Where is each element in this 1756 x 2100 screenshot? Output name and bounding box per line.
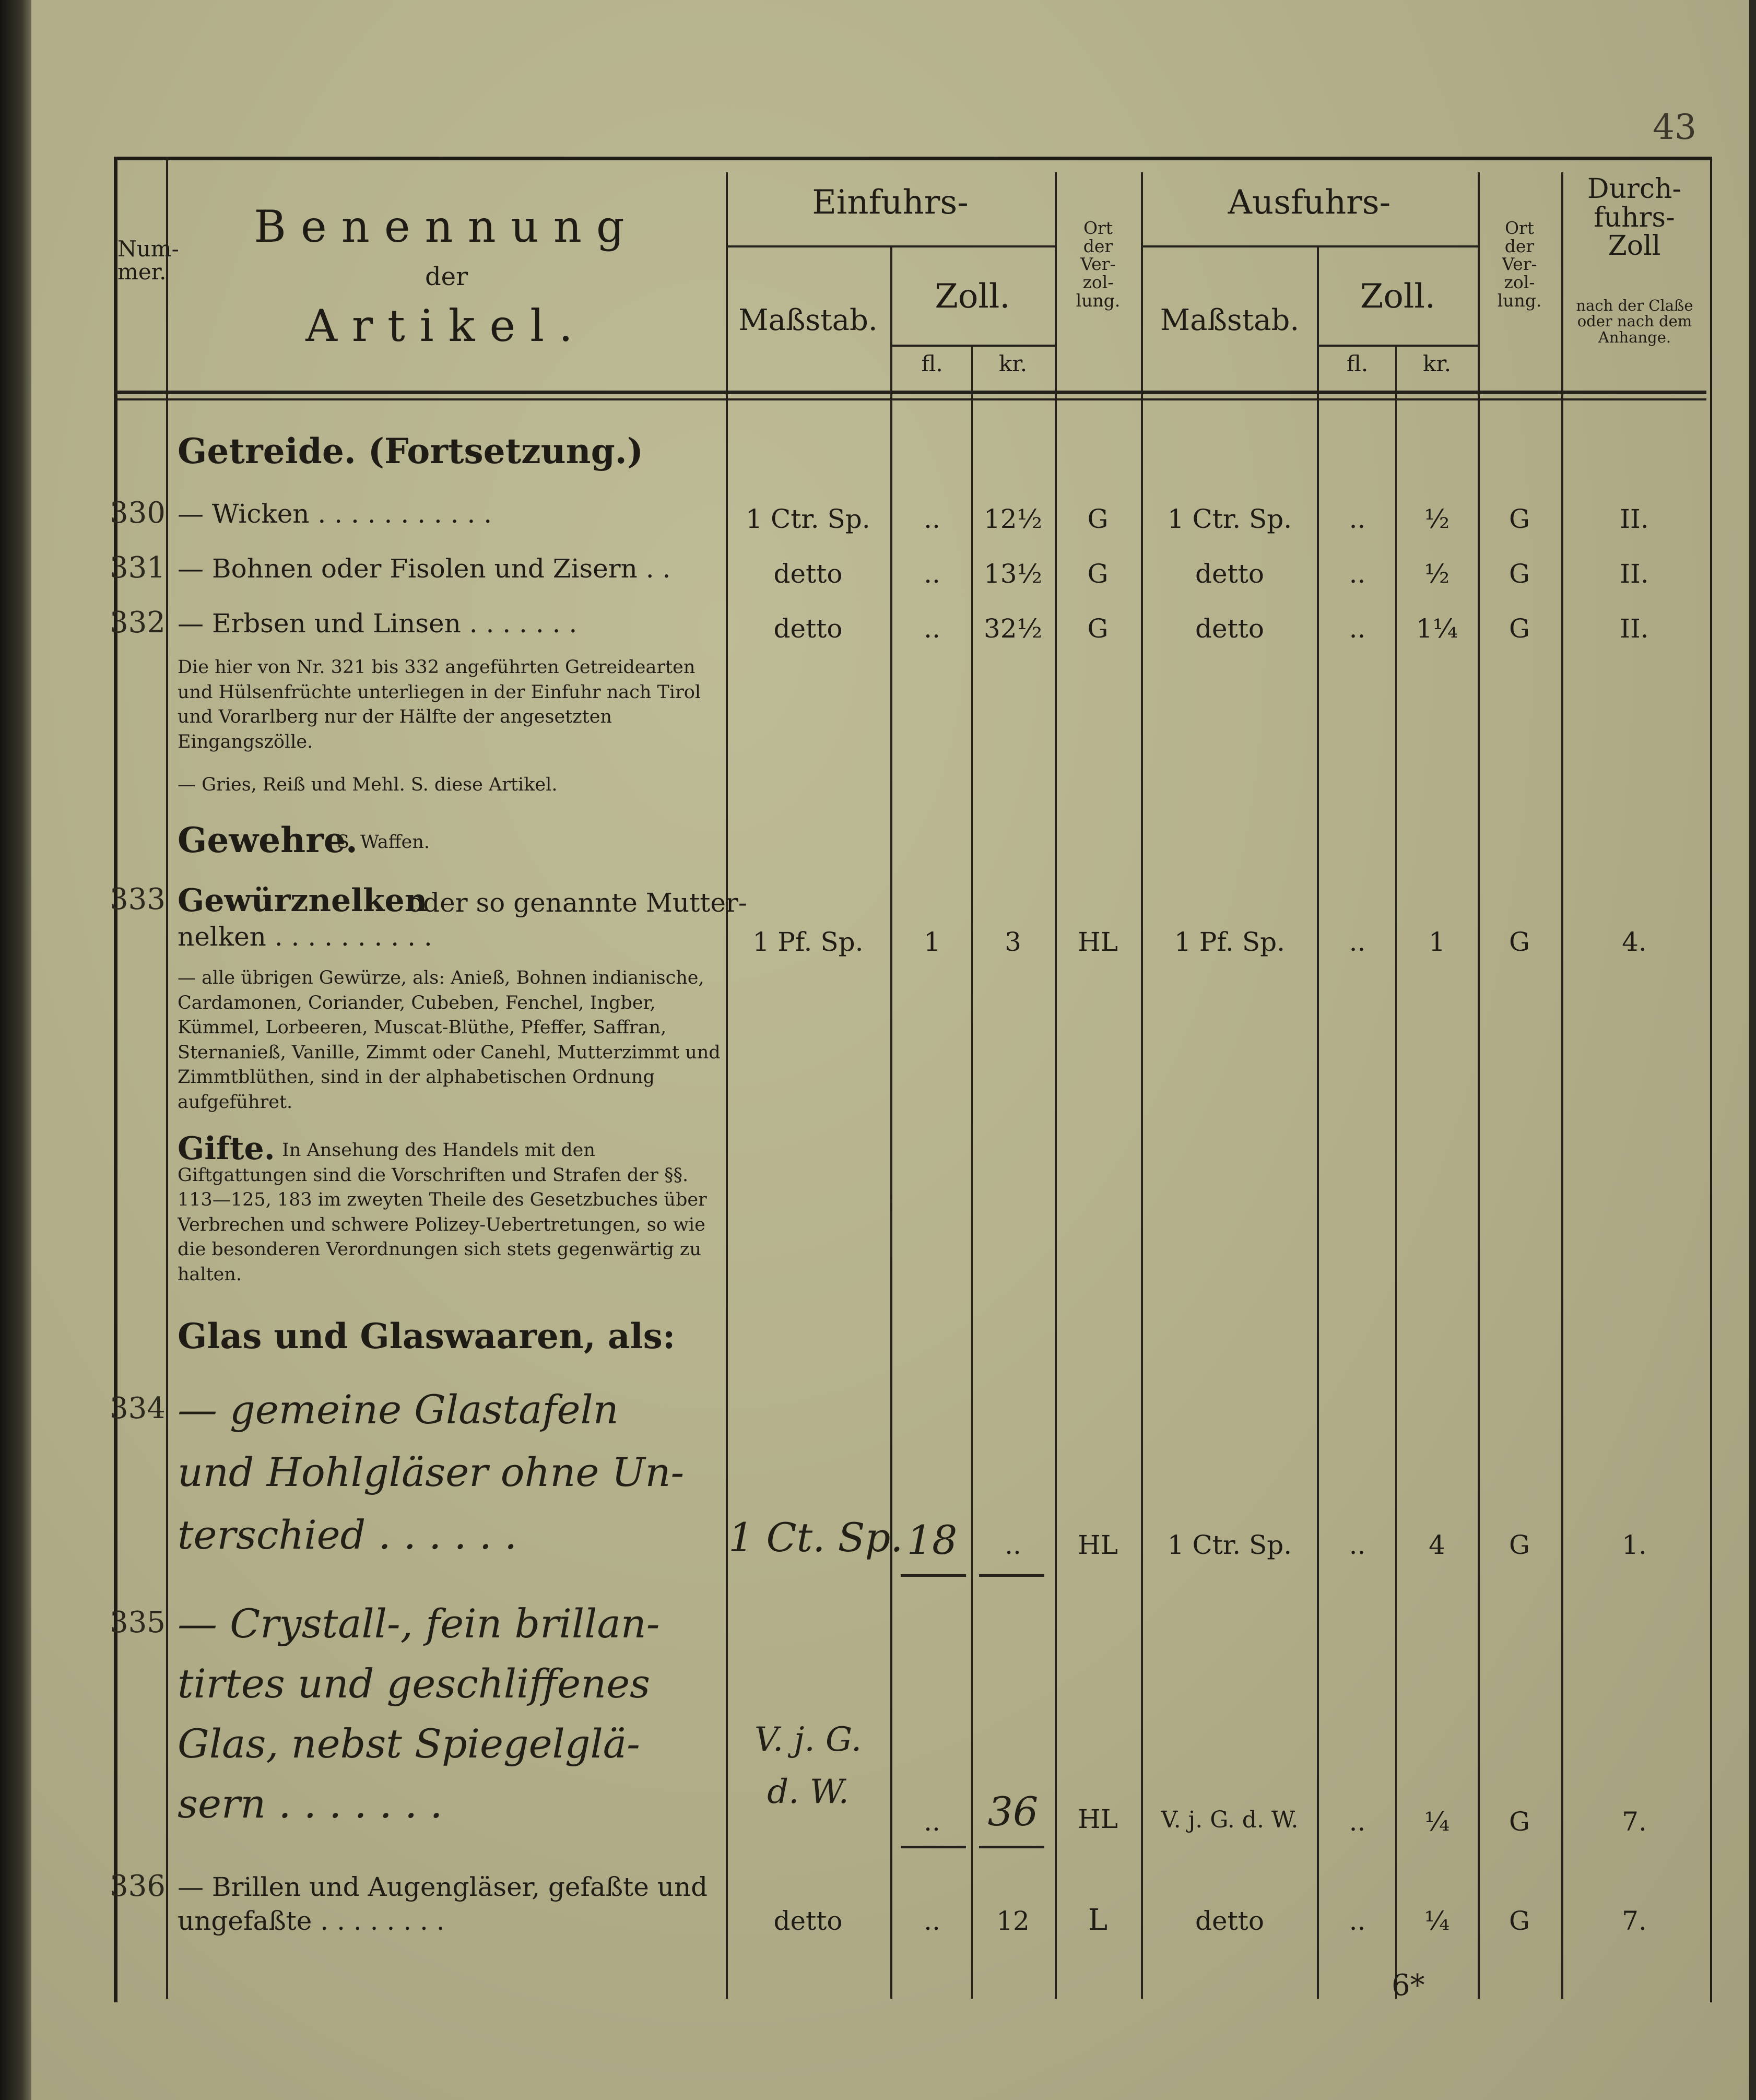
- row-333-a-mass: 1 Pf. Sp.: [1174, 927, 1285, 957]
- header-einfuhr-kr: kr.: [998, 351, 1028, 376]
- row-335-e-mass-2: d. W.: [767, 1773, 849, 1811]
- col-line: [1141, 172, 1143, 1999]
- row-336-name-2: ungefaßte . . . . . . . .: [178, 1906, 445, 1936]
- row-334-a-kr: 4: [1429, 1530, 1445, 1560]
- row-336-name: — Brillen und Augengläser, gefaßte und: [178, 1872, 708, 1902]
- row-334-hand-line3: terschied . . . . . .: [178, 1512, 517, 1558]
- col-line: [1055, 172, 1057, 1999]
- header-der: der: [425, 262, 468, 291]
- row-333-a-ort: G: [1509, 927, 1530, 957]
- gewuerznelken-line2: nelken . . . . . . . . . .: [178, 922, 432, 952]
- row-334-hand-line2: und Hohlgläser ohne Un-: [178, 1449, 685, 1495]
- row-335-e-fl: ..: [924, 1807, 940, 1837]
- row-330-a-kr: ½: [1424, 504, 1450, 534]
- row-332-durch: II.: [1620, 614, 1649, 644]
- header-ausfuhr-kr: kr.: [1422, 351, 1452, 376]
- row-332-a-mass: detto: [1195, 614, 1264, 644]
- row-335-a-fl: ..: [1349, 1807, 1366, 1837]
- col-line: [726, 172, 728, 1999]
- row-335-hand-line1: — Crystall-, fein brillan-: [178, 1600, 660, 1647]
- header-ausfuhr-zoll: Zoll.: [1360, 277, 1436, 316]
- header-ausfuhr-fl: fl.: [1346, 351, 1369, 376]
- row-332-e-mass: detto: [773, 614, 843, 644]
- underline: [901, 1574, 966, 1577]
- header-line: [890, 345, 1055, 347]
- header-ausfuhrs: Ausfuhrs-: [1228, 183, 1391, 222]
- row-335-durch: 7.: [1622, 1807, 1647, 1837]
- row-335-a-mass: V. j. G. d. W.: [1161, 1807, 1299, 1833]
- row-336-a-kr: ¼: [1424, 1906, 1450, 1936]
- row-335-a-ort: G: [1509, 1807, 1530, 1837]
- gries-reference: — Gries, Reiß und Mehl. S. diese Artikel.: [178, 774, 558, 795]
- row-334-e-mass: 1 Ct. Sp.: [728, 1514, 903, 1561]
- row-333-e-ort: HL: [1078, 927, 1118, 957]
- row-332-e-kr: 32½: [983, 614, 1043, 644]
- row-331-e-kr: 13½: [983, 559, 1043, 589]
- row-332-a-ort: G: [1509, 614, 1530, 644]
- section-gifte: Gifte.: [178, 1130, 275, 1167]
- section-getreide: Getreide. (Fortsetzung.): [178, 431, 643, 471]
- ledger-page: [31, 0, 1749, 2100]
- header-durchfuhrs: Durch- fuhrs- Zoll: [1587, 173, 1682, 262]
- gewuerze-note: — alle übrigen Gewürze, als: Anieß, Bohnen indianische, Cardamonen, Coriander, Cubeben, Fenchel, Ingber, Kümmel, Lorbeeren, Muscat-Blüthe, Pfeffer, Saffran, Sternanieß, Vanille, Zimmt oder Canehl, Mutterzimmt und Zimmtblüthen, sind in der alphabetischen Ordnung aufgeführet.: [178, 968, 721, 1113]
- row-330-e-mass: 1 Ctr. Sp.: [746, 504, 870, 534]
- row-331-durch: II.: [1620, 559, 1649, 589]
- col-line: [1395, 345, 1397, 1999]
- header-line: [726, 245, 1055, 247]
- row-336-e-mass: detto: [773, 1906, 843, 1936]
- row-333-nr: 333: [110, 882, 166, 916]
- row-332-e-fl: ..: [924, 614, 940, 644]
- row-333-durch: 4.: [1622, 927, 1647, 957]
- row-330-a-mass: 1 Ctr. Sp.: [1167, 504, 1292, 534]
- row-331-e-fl: ..: [924, 559, 940, 589]
- section-gewuerznelken: Gewürznelken: [178, 882, 428, 919]
- row-332-a-kr: 1¼: [1416, 614, 1458, 644]
- row-336-a-ort: G: [1509, 1906, 1530, 1936]
- row-332-nr: 332: [110, 606, 166, 640]
- row-333-a-fl: ..: [1349, 927, 1366, 957]
- header-ausfuhr-ort: Ort der Ver- zol- lung.: [1497, 218, 1542, 311]
- row-336-a-fl: ..: [1349, 1906, 1366, 1936]
- row-330-e-fl: ..: [924, 504, 940, 534]
- header-line: [1317, 345, 1478, 347]
- header-einfuhr-fl: fl.: [921, 351, 943, 376]
- row-334-nr: 334: [110, 1391, 166, 1425]
- underline: [979, 1574, 1044, 1577]
- header-bottom-rule-2: [114, 398, 1706, 400]
- row-336-e-fl: ..: [924, 1906, 940, 1936]
- row-330-e-ort: G: [1087, 504, 1109, 534]
- row-333-e-kr: 3: [1005, 927, 1021, 957]
- row-331-name: — Bohnen oder Fisolen und Zisern . .: [178, 553, 671, 584]
- row-330-a-fl: ..: [1349, 504, 1366, 534]
- col-line: [1478, 172, 1480, 1999]
- page-number: 43: [1653, 107, 1696, 147]
- row-334-e-ort: HL: [1078, 1530, 1118, 1560]
- row-335-hand-line2: tirtes und geschliffenes: [178, 1660, 651, 1707]
- row-334-hand-line1: — gemeine Glastafeln: [178, 1386, 619, 1433]
- gewuerznelken-rest: oder so genannte Mutter-: [407, 888, 747, 918]
- section-gewehre: Gewehre.: [178, 820, 358, 860]
- row-334-a-fl: ..: [1349, 1530, 1366, 1560]
- row-335-hand-line4: sern . . . . . . .: [178, 1780, 443, 1827]
- row-333-e-fl: 1: [924, 927, 940, 957]
- row-334-e-kr: ..: [1005, 1530, 1021, 1560]
- row-334-durch: 1.: [1622, 1530, 1647, 1560]
- row-335-nr: 335: [110, 1606, 166, 1639]
- gifte-note: In Ansehung des Handels mit den Giftgattungen sind die Vorschriften und Strafen der §§. 113—125, 183 im zweyten Theile des Gesetzbuches über Verbrechen und schwere Polizey-Uebertretungen, so wie die besonderen Verordnungen sich stets gegenwärtig zu halten.: [178, 1140, 707, 1285]
- row-335-e-kr: 36: [987, 1788, 1039, 1835]
- row-335-hand-line3: Glas, nebst Spiegelglä-: [178, 1720, 640, 1767]
- footer-signature-mark: 6*: [1392, 1968, 1425, 2002]
- row-336-durch: 7.: [1622, 1906, 1647, 1936]
- row-333-a-kr: 1: [1429, 927, 1445, 957]
- gewehre-reference: S. Waffen.: [337, 832, 430, 853]
- row-332-name: — Erbsen und Linsen . . . . . . .: [178, 608, 578, 639]
- row-333-e-mass: 1 Pf. Sp.: [752, 927, 864, 957]
- row-330-durch: II.: [1620, 504, 1649, 534]
- row-336-a-mass: detto: [1195, 1906, 1264, 1936]
- header-artikel: Artikel.: [305, 300, 587, 351]
- header-ausfuhr-massstab: Maßstab.: [1160, 303, 1300, 337]
- row-330-nr: 330: [110, 496, 166, 530]
- row-334-a-ort: G: [1509, 1530, 1530, 1560]
- row-334-a-mass: 1 Ctr. Sp.: [1167, 1530, 1292, 1560]
- row-330-a-ort: G: [1509, 504, 1530, 534]
- col-line: [1317, 245, 1319, 1999]
- row-331-a-mass: detto: [1195, 559, 1264, 589]
- row-335-e-mass: V. j. G.: [754, 1720, 862, 1759]
- getreide-note: Die hier von Nr. 321 bis 332 angeführten Getreidearten und Hülsenfrüchte unterliegen in der Einfuhr nach Tirol und Vorarlberg nur der Hälfte der angesetzten Eingangszölle.: [178, 657, 701, 752]
- row-330-e-kr: 12½: [983, 504, 1043, 534]
- row-335-a-kr: ¼: [1424, 1807, 1450, 1837]
- row-336-e-ort: L: [1088, 1903, 1108, 1937]
- underline: [979, 1846, 1044, 1848]
- row-336-e-kr: 12: [996, 1906, 1030, 1936]
- section-glas: Glas und Glaswaaren, als:: [178, 1316, 676, 1356]
- header-bottom-rule: [114, 391, 1706, 394]
- row-330-name: — Wicken . . . . . . . . . . .: [178, 499, 492, 529]
- col-line: [890, 245, 892, 1999]
- header-einfuhr-massstab: Maßstab.: [738, 303, 878, 337]
- underline: [901, 1846, 966, 1848]
- row-332-a-fl: ..: [1349, 614, 1366, 644]
- row-331-a-ort: G: [1509, 559, 1530, 589]
- row-336-nr: 336: [110, 1869, 166, 1903]
- row-331-e-ort: G: [1087, 559, 1109, 589]
- row-331-nr: 331: [110, 551, 166, 585]
- col-line: [166, 157, 168, 1999]
- row-331-a-fl: ..: [1349, 559, 1366, 589]
- row-335-e-ort: HL: [1078, 1804, 1118, 1834]
- header-einfuhrs: Einfuhrs-: [812, 183, 969, 222]
- col-line: [971, 345, 973, 1999]
- header-einfuhr-ort: Ort der Ver- zol- lung.: [1076, 218, 1121, 311]
- header-einfuhr-zoll: Zoll.: [935, 277, 1010, 316]
- row-334-e-fl: 18: [906, 1517, 958, 1563]
- header-line: [1141, 245, 1478, 247]
- row-331-e-mass: detto: [773, 559, 843, 589]
- row-331-a-kr: ½: [1424, 559, 1450, 589]
- col-line: [1561, 172, 1563, 1999]
- header-benennung: Benennung: [254, 201, 639, 252]
- row-332-e-ort: G: [1087, 614, 1109, 644]
- header-nummer: Num- mer.: [117, 236, 179, 285]
- header-durchfuhrs-note: nach der Claße oder nach dem Anhange.: [1576, 297, 1693, 346]
